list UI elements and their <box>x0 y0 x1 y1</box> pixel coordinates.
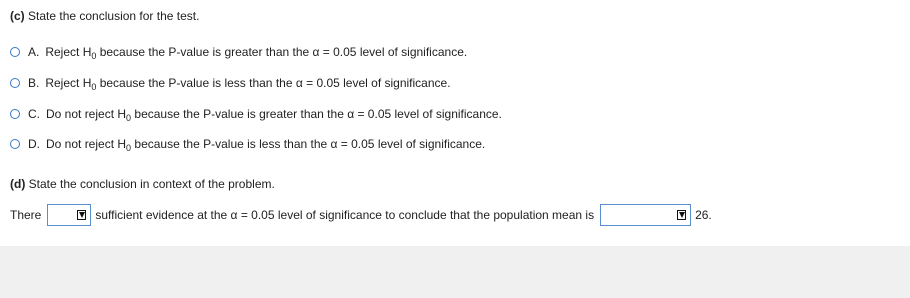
option-d-text: D. Do not reject $H_0$ because the P-value is less than the α = 0.05 level of significance. <box>28 137 486 153</box>
part-c-heading <box>10 9 199 23</box>
option-d[interactable] <box>10 134 485 154</box>
chevron-down-icon[interactable] <box>677 210 686 220</box>
footer-band <box>0 246 910 298</box>
option-a[interactable] <box>10 42 467 62</box>
option-b[interactable] <box>10 73 451 93</box>
part-d-letter: (d) <box>10 177 26 191</box>
evidence-dropdown[interactable] <box>47 204 91 226</box>
part-d-sentence <box>10 203 712 227</box>
sentence-suffix: 26. <box>695 208 712 222</box>
radio-a[interactable] <box>10 47 20 57</box>
there-label: There <box>10 208 42 222</box>
sentence-middle: sufficient evidence at the α = 0.05 level of significance to conclude that the population mean is <box>95 208 595 222</box>
part-c-letter: (c) <box>10 9 25 23</box>
chevron-down-icon[interactable] <box>77 210 86 220</box>
option-c-text: C. Do not reject $H_0$ because the P-value is greater than the α = 0.05 level of significance. <box>28 107 502 123</box>
part-c-text: State the conclusion for the test. <box>28 9 200 23</box>
radio-c[interactable] <box>10 109 20 119</box>
radio-d[interactable] <box>10 139 20 149</box>
option-c[interactable] <box>10 104 502 124</box>
option-b-text: B. Reject $H_0$ because the P-value is less than the α = 0.05 level of significance. <box>28 76 451 92</box>
option-a-text: A. Reject $H_0$ because the P-value is greater than the α = 0.05 level of significance. <box>28 45 468 61</box>
comparison-dropdown[interactable] <box>600 204 691 226</box>
radio-b[interactable] <box>10 78 20 88</box>
part-d-text: State the conclusion in context of the problem. <box>28 177 275 191</box>
part-d-heading <box>10 177 275 191</box>
